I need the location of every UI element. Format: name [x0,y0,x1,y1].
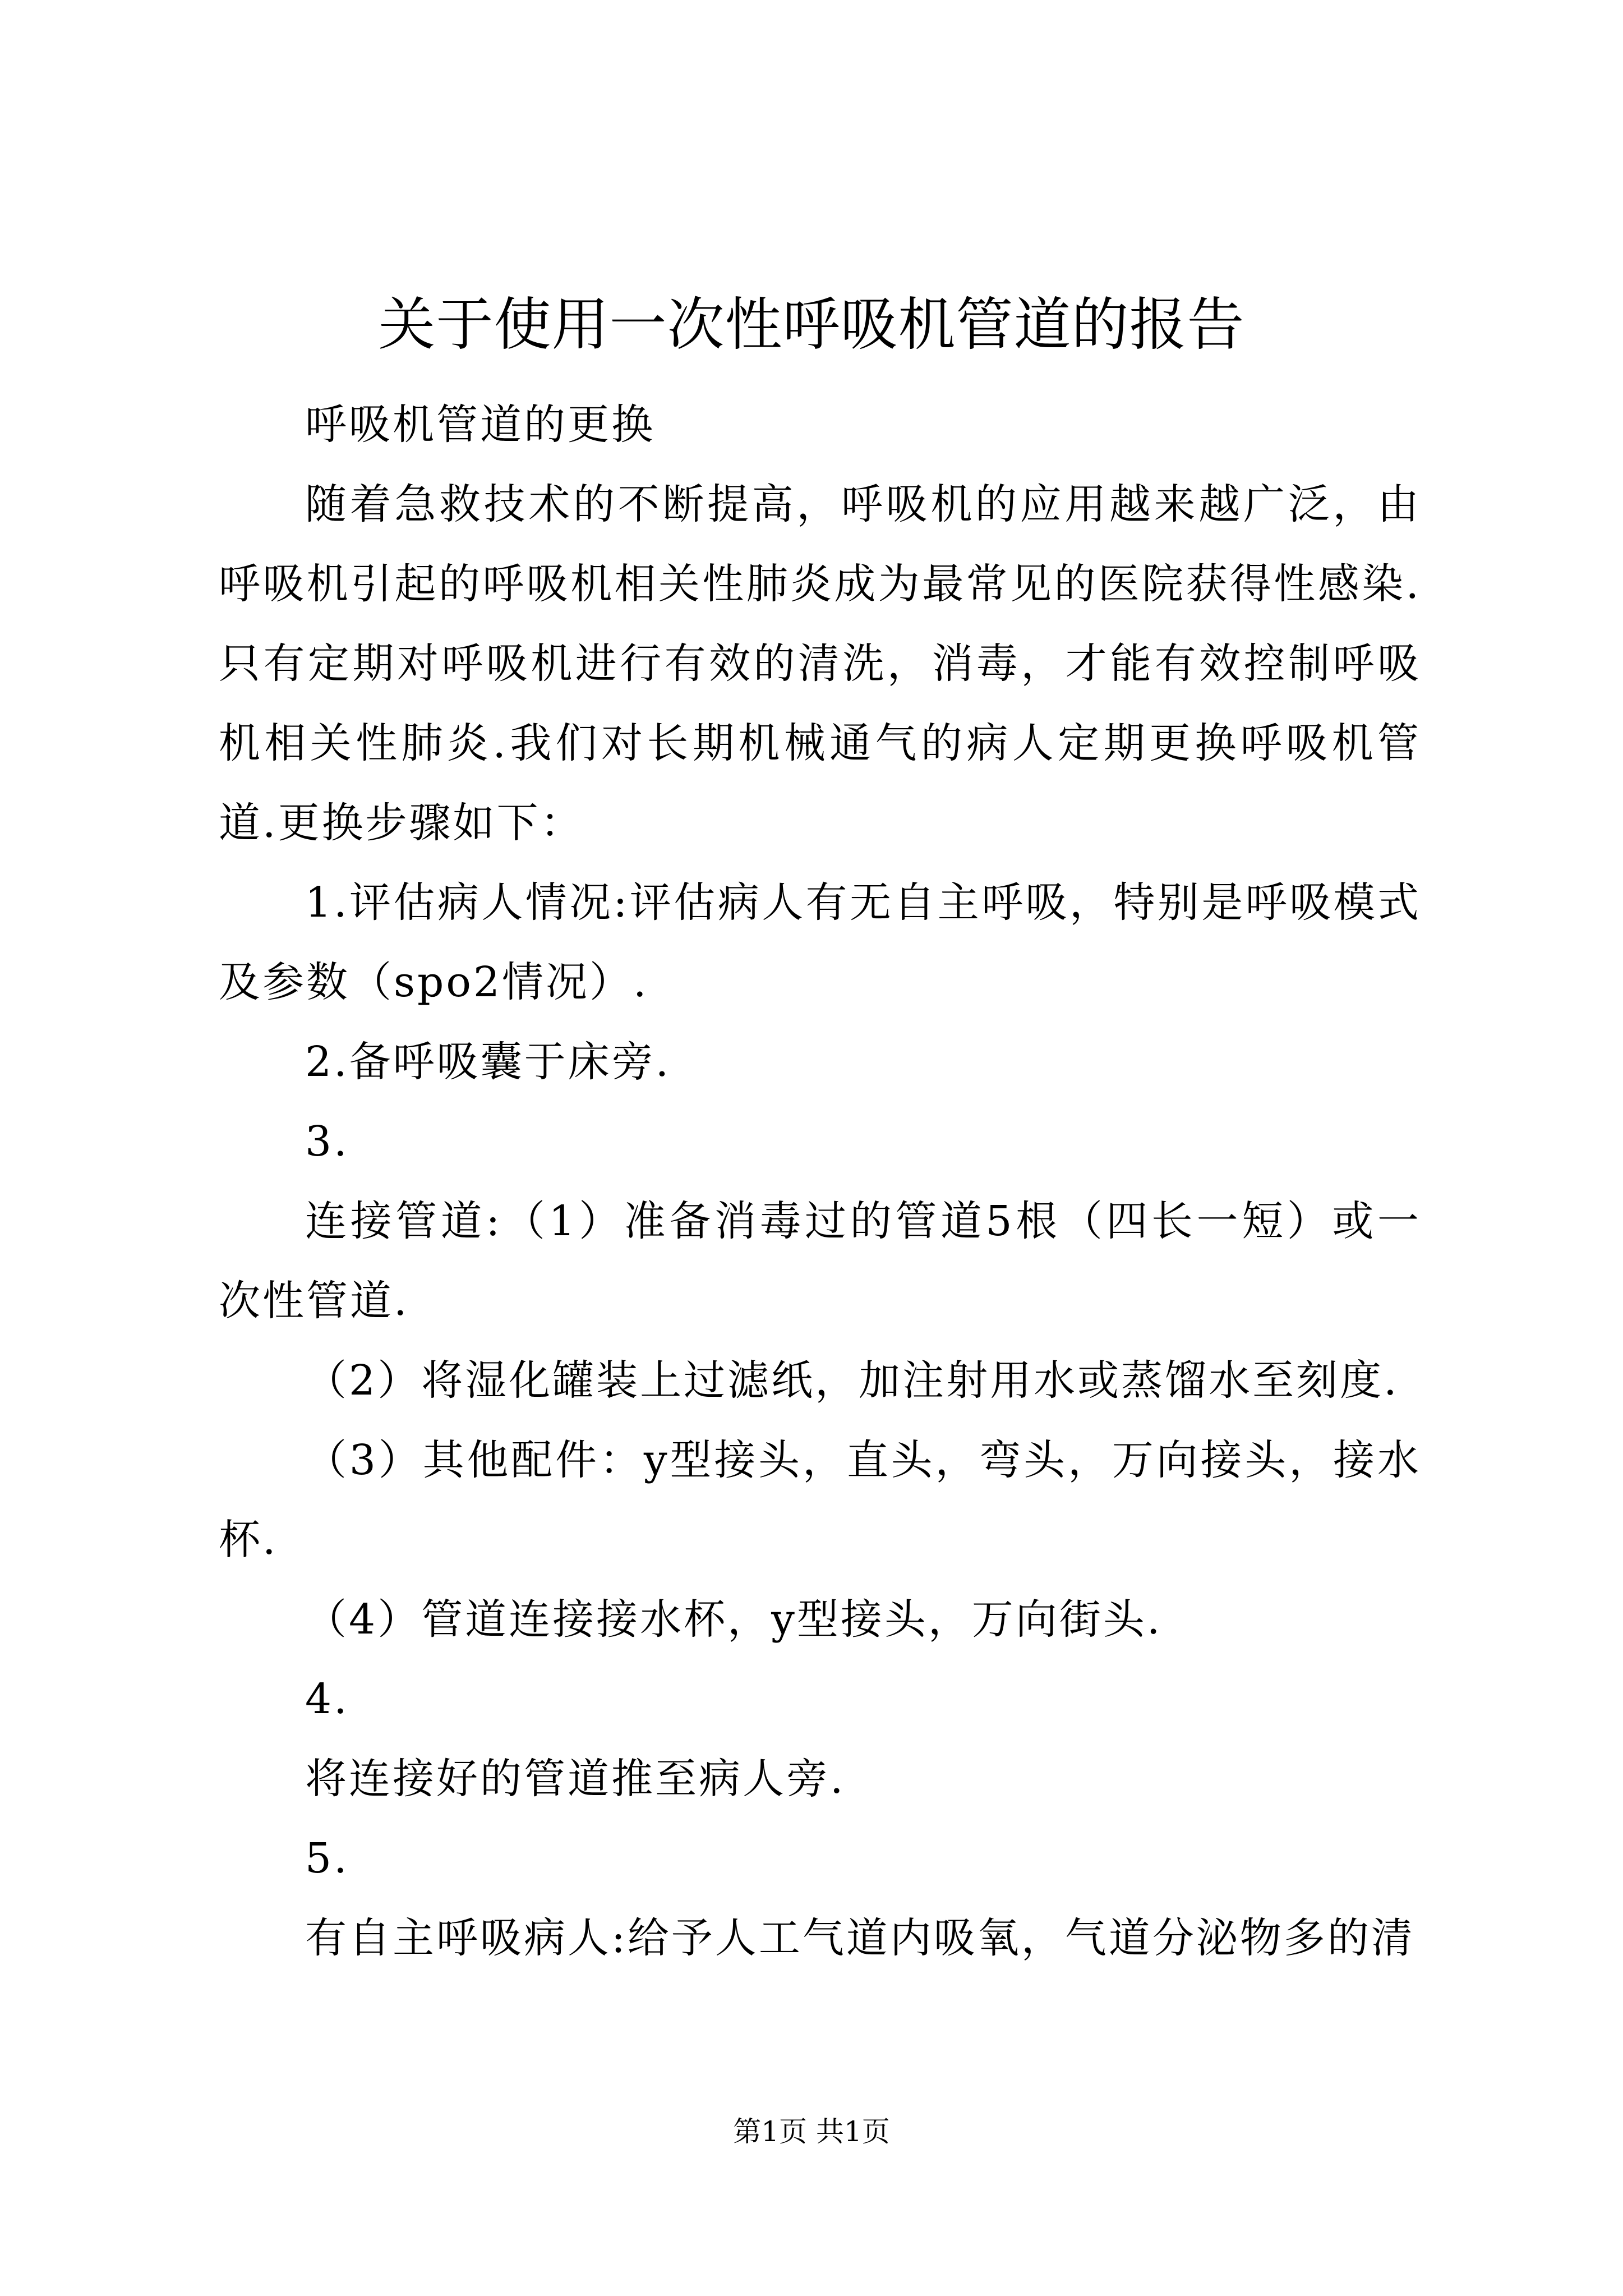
paragraph-heading: 呼吸机管道的更换 [305,401,655,449]
paragraph-intro: 随着急救技术的不断提高，呼吸机的应用越来越广泛，由呼吸机引起的呼吸机相关性肺炎成为最常见的医院获得性感染.只有定期对呼吸机进行有效的清洗，消毒，才能有效控制呼吸机相关性肺炎.我们对长期机械通气的病人定期更换呼吸机管道.更换步骤如下： [219,480,1421,847]
paragraph-step-1: 1.评估病人情况:评估病人有无自主呼吸，特别是呼吸模式及参数（spo2情况）. [219,878,1421,1006]
paragraph-step-3-number: 3. [305,1117,349,1166]
document-title: 关于使用一次性呼吸机管道的报告 [378,292,1245,358]
paragraph-step-3-item-2: （2）将湿化罐装上过滤纸，加注射用水或蒸馏水至刻度. [305,1356,1399,1405]
paragraph-step-3-connect: 连接管道:（1）准备消毒过的管道5根（四长一短）或一次性管道. [219,1197,1421,1325]
paragraph-step-3-item-3: （3）其他配件：y型接头，直头，弯头，万向接头，接水杯. [219,1436,1421,1564]
paragraph-step-4-number: 4. [305,1675,349,1723]
paragraph-step-5-text: 有自主呼吸病人:给予人工气道内吸氧，气道分泌物多的清 [305,1914,1415,1962]
document-body [219,385,1421,1978]
paragraph-step-5-number: 5. [305,1834,349,1883]
paragraph-step-2: 2.备呼吸囊于床旁. [305,1038,671,1086]
page-footer: 第1页 共1页 [733,2115,890,2148]
paragraph-step-4-text: 将连接好的管道推至病人旁. [305,1755,846,1803]
paragraph-step-3-item-4: （4）管道连接接水杯，y型接头，万向街头. [305,1595,1163,1644]
